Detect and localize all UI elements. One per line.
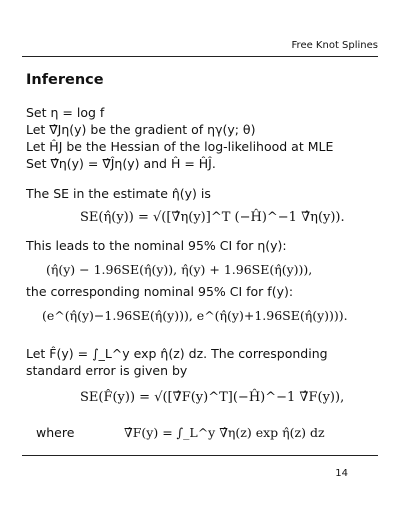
line-set-grad: Set ∇̂η(y) = ∇̂Ĵη(y) and Ĥ = ĤĴ. [26, 156, 216, 171]
formula-grad-F: ∇̂F(y) = ∫_L^y ∇̂η(z) exp η̂(z) dz [124, 425, 325, 440]
line-std-err: standard error is given by [26, 363, 188, 378]
label-where: where [36, 425, 75, 440]
page-number: 14 [335, 468, 348, 479]
section-title: Inference [26, 72, 104, 88]
line-let-grad: Let ∇̂Jη(y) be the gradient of ηγ(y; θ) [26, 122, 256, 137]
line-ci-f-intro: the corresponding nominal 95% CI for f(y): [26, 284, 294, 299]
formula-ci-eta: (η̂(y) − 1.96SE(η̂(y)), η̂(y) + 1.96SE(η̂(y))), [46, 262, 313, 277]
header-rule [22, 56, 378, 57]
line-let-F: Let F̂(y) = ∫_L^y exp η̂(z) dz. The corresponding [26, 346, 328, 361]
line-set-eta: Set η = log f [26, 105, 105, 120]
formula-se-F: SE(F̂(y)) = √([∇̂F(y)^T](−Ĥ)^−1 ∇̂F(y)), [80, 390, 345, 405]
header-title: Free Knot Splines [291, 40, 378, 51]
line-ci-intro: This leads to the nominal 95% CI for η(y): [26, 238, 287, 253]
formula-se-eta: SE(η̂(y)) = √([∇̂η(y)]^T (−Ĥ)^−1 ∇̂η(y)). [80, 210, 345, 225]
line-let-hessian: Let ĤJ be the Hessian of the log-likelihood at MLE [26, 139, 334, 154]
footer-rule [22, 455, 378, 456]
line-se-intro: The SE in the estimate η̂(y) is [26, 186, 211, 201]
formula-ci-f: (e^(η̂(y)−1.96SE(η̂(y))), e^(η̂(y)+1.96SE(η̂(y)))). [42, 308, 348, 323]
